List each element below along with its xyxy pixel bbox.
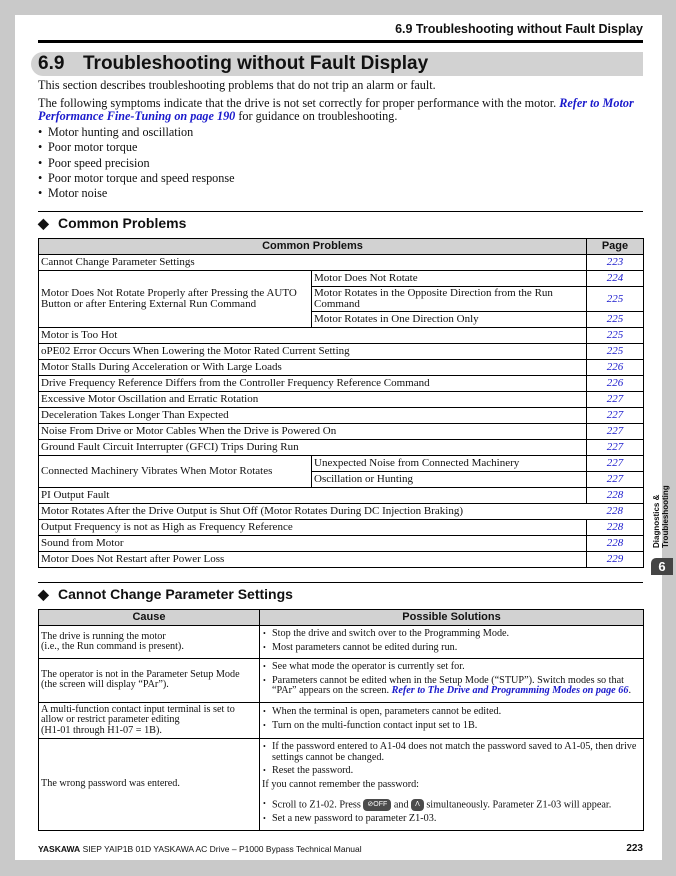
page-footer bbox=[38, 844, 643, 854]
cause-cell: The operator is not in the Parameter Setup Mode (the screen will display “PAr”). bbox=[39, 659, 260, 703]
table-row bbox=[39, 702, 644, 739]
table-row: Motor Does Not Restart after Power Loss 229 bbox=[39, 552, 644, 568]
running-header: 6.9 Troubleshooting without Fault Display bbox=[38, 20, 643, 43]
footer-brand: YASKAWA bbox=[38, 844, 81, 854]
table-row bbox=[39, 626, 644, 659]
footer-page-number: 223 bbox=[626, 843, 643, 854]
page-link[interactable]: 224 bbox=[587, 271, 644, 287]
diamond-icon: ◆ bbox=[38, 215, 49, 231]
cause-cell: The drive is running the motor (i.e., the Run command is present). bbox=[39, 626, 260, 659]
page-link[interactable]: 225 bbox=[587, 312, 644, 328]
page-link[interactable]: 227 bbox=[587, 408, 644, 424]
table-row: Output Frequency is not as High as Frequency Reference 228 bbox=[39, 520, 644, 536]
intro-text: This section describes troubleshooting problems that do not trip an alarm or fault. bbox=[38, 78, 436, 92]
diamond-icon: ◆ bbox=[38, 586, 49, 602]
footer-text: SIEP YAIP1B 01D YASKAWA AC Drive – P1000 Bypass Technical Manual bbox=[82, 844, 362, 854]
chapter-side-tab[interactable] bbox=[648, 470, 676, 590]
table-row: Motor is Too Hot 225 bbox=[39, 328, 644, 344]
page-link[interactable]: 228 bbox=[587, 488, 644, 504]
page-link[interactable]: 227 bbox=[587, 392, 644, 408]
column-header-problem: Common Problems bbox=[39, 239, 587, 255]
table-row: Excessive Motor Oscillation and Erratic Rotation 227 bbox=[39, 392, 644, 408]
solutions-cell: • See what mode the operator is currently set for. • Parameters cannot be edited when in the Setup Mode (“STUP”). Switch modes so that “PAr” appears on the screen. Refer to The Drive and Programming Modes on page 66. bbox=[260, 659, 644, 703]
symptoms-intro: The following symptoms indicate that the drive is not set correctly for proper performance with the motor. Refer to Motor Performance Fine-Tuning on page 190 for guidance on troubleshooting. bbox=[38, 96, 634, 123]
page-link[interactable]: 227 bbox=[587, 456, 644, 472]
page-link[interactable]: 228 bbox=[587, 536, 644, 552]
solutions-cell: • When the terminal is open, parameters cannot be edited. • Turn on the multi-function contact input set to 1B. bbox=[260, 702, 644, 739]
page-link[interactable]: 228 bbox=[587, 504, 644, 520]
section-title-text: Troubleshooting without Fault Display bbox=[83, 53, 429, 74]
cannot-change-table bbox=[38, 609, 644, 831]
table-row: Motor Does Not Rotate Properly after Pressing the AUTO Button or after Entering External Run Command Motor Does Not Rotate 224 bbox=[39, 271, 644, 287]
page-link[interactable]: 227 bbox=[587, 472, 644, 488]
divider bbox=[38, 211, 643, 212]
document-page bbox=[15, 15, 662, 860]
column-header-page: Page bbox=[587, 239, 644, 255]
programming-modes-link[interactable]: Refer to The Drive and Programming Modes on page 66 bbox=[391, 685, 629, 696]
page-link[interactable]: 225 bbox=[587, 344, 644, 360]
page-link[interactable]: 229 bbox=[587, 552, 644, 568]
table-row: Sound from Motor 228 bbox=[39, 536, 644, 552]
symptom-list bbox=[38, 125, 235, 201]
chapter-number: 6 bbox=[651, 558, 673, 575]
section-number: 6.9 bbox=[38, 53, 65, 74]
table-row bbox=[39, 739, 644, 831]
cause-cell: The wrong password was entered. bbox=[39, 739, 260, 831]
list-item: • Poor motor torque bbox=[38, 140, 235, 155]
page-link[interactable]: 226 bbox=[587, 360, 644, 376]
list-item: • Poor motor torque and speed response bbox=[38, 171, 235, 186]
page-link[interactable]: 223 bbox=[587, 255, 644, 271]
column-header-cause: Cause bbox=[39, 610, 260, 626]
divider bbox=[38, 582, 643, 583]
solutions-cell: • If the password entered to A1-04 does not match the password saved to A1-05, then drive settings cannot be changed. • Reset the password. If you cannot remember the password: • Scroll to Z1-02. Press ⊘OFF and Λ simultaneously. Parameter Z1-03 will appear. • Set a new password to parameter Z1-03. bbox=[260, 739, 644, 831]
list-item: • Motor noise bbox=[38, 186, 235, 201]
table-row: Motor Stalls During Acceleration or With Large Loads 226 bbox=[39, 360, 644, 376]
up-arrow-key-icon: Λ bbox=[411, 799, 424, 811]
motor-fine-tuning-link[interactable]: Refer to Motor Performance Fine-Tuning on page 190 bbox=[38, 96, 634, 123]
solutions-cell: • Stop the drive and switch over to the Programming Mode. • Most parameters cannot be edited during run. bbox=[260, 626, 644, 659]
list-item: • Poor speed precision bbox=[38, 156, 235, 171]
table-row: Oscillation or Hunting 227 bbox=[39, 472, 644, 488]
page-link[interactable]: 225 bbox=[587, 328, 644, 344]
table-row: Ground Fault Circuit Interrupter (GFCI) Trips During Run 227 bbox=[39, 440, 644, 456]
list-item: • Motor hunting and oscillation bbox=[38, 125, 235, 140]
table-row: Motor Rotates in the Opposite Direction from the Run Command 225 bbox=[39, 287, 644, 312]
table-row: Cannot Change Parameter Settings 223 bbox=[39, 255, 644, 271]
page-link[interactable]: 228 bbox=[587, 520, 644, 536]
table-row: Motor Rotates After the Drive Output is Shut Off (Motor Rotates During DC Injection Braking) 228 bbox=[39, 504, 644, 520]
table-row: Motor Rotates in One Direction Only 225 bbox=[39, 312, 644, 328]
table-row: oPE02 Error Occurs When Lowering the Motor Rated Current Setting 225 bbox=[39, 344, 644, 360]
page-link[interactable]: 226 bbox=[587, 376, 644, 392]
chapter-tab-label: Diagnostics & Troubleshooting bbox=[652, 485, 670, 548]
table-row: Drive Frequency Reference Differs from the Controller Frequency Reference Command 226 bbox=[39, 376, 644, 392]
cause-cell: A multi-function contact input terminal is set to allow or restrict parameter editing (H1-01 through H1-07 = 1B). bbox=[39, 702, 260, 739]
table-row: PI Output Fault 228 bbox=[39, 488, 644, 504]
table-row: Connected Machinery Vibrates When Motor Rotates Unexpected Noise from Connected Machinery 227 bbox=[39, 456, 644, 472]
common-problems-table bbox=[38, 238, 644, 568]
table-row: Noise From Drive or Motor Cables When the Drive is Powered On 227 bbox=[39, 424, 644, 440]
off-key-icon: ⊘OFF bbox=[363, 799, 391, 811]
table-row: Deceleration Takes Longer Than Expected 227 bbox=[39, 408, 644, 424]
cannot-change-heading: ◆ Cannot Change Parameter Settings bbox=[38, 586, 293, 602]
section-title bbox=[31, 52, 643, 76]
page-link[interactable]: 227 bbox=[587, 424, 644, 440]
page-link[interactable]: 225 bbox=[587, 287, 644, 312]
table-row bbox=[39, 659, 644, 703]
column-header-solutions: Possible Solutions bbox=[260, 610, 644, 626]
page-link[interactable]: 227 bbox=[587, 440, 644, 456]
common-problems-heading: ◆ Common Problems bbox=[38, 215, 187, 231]
